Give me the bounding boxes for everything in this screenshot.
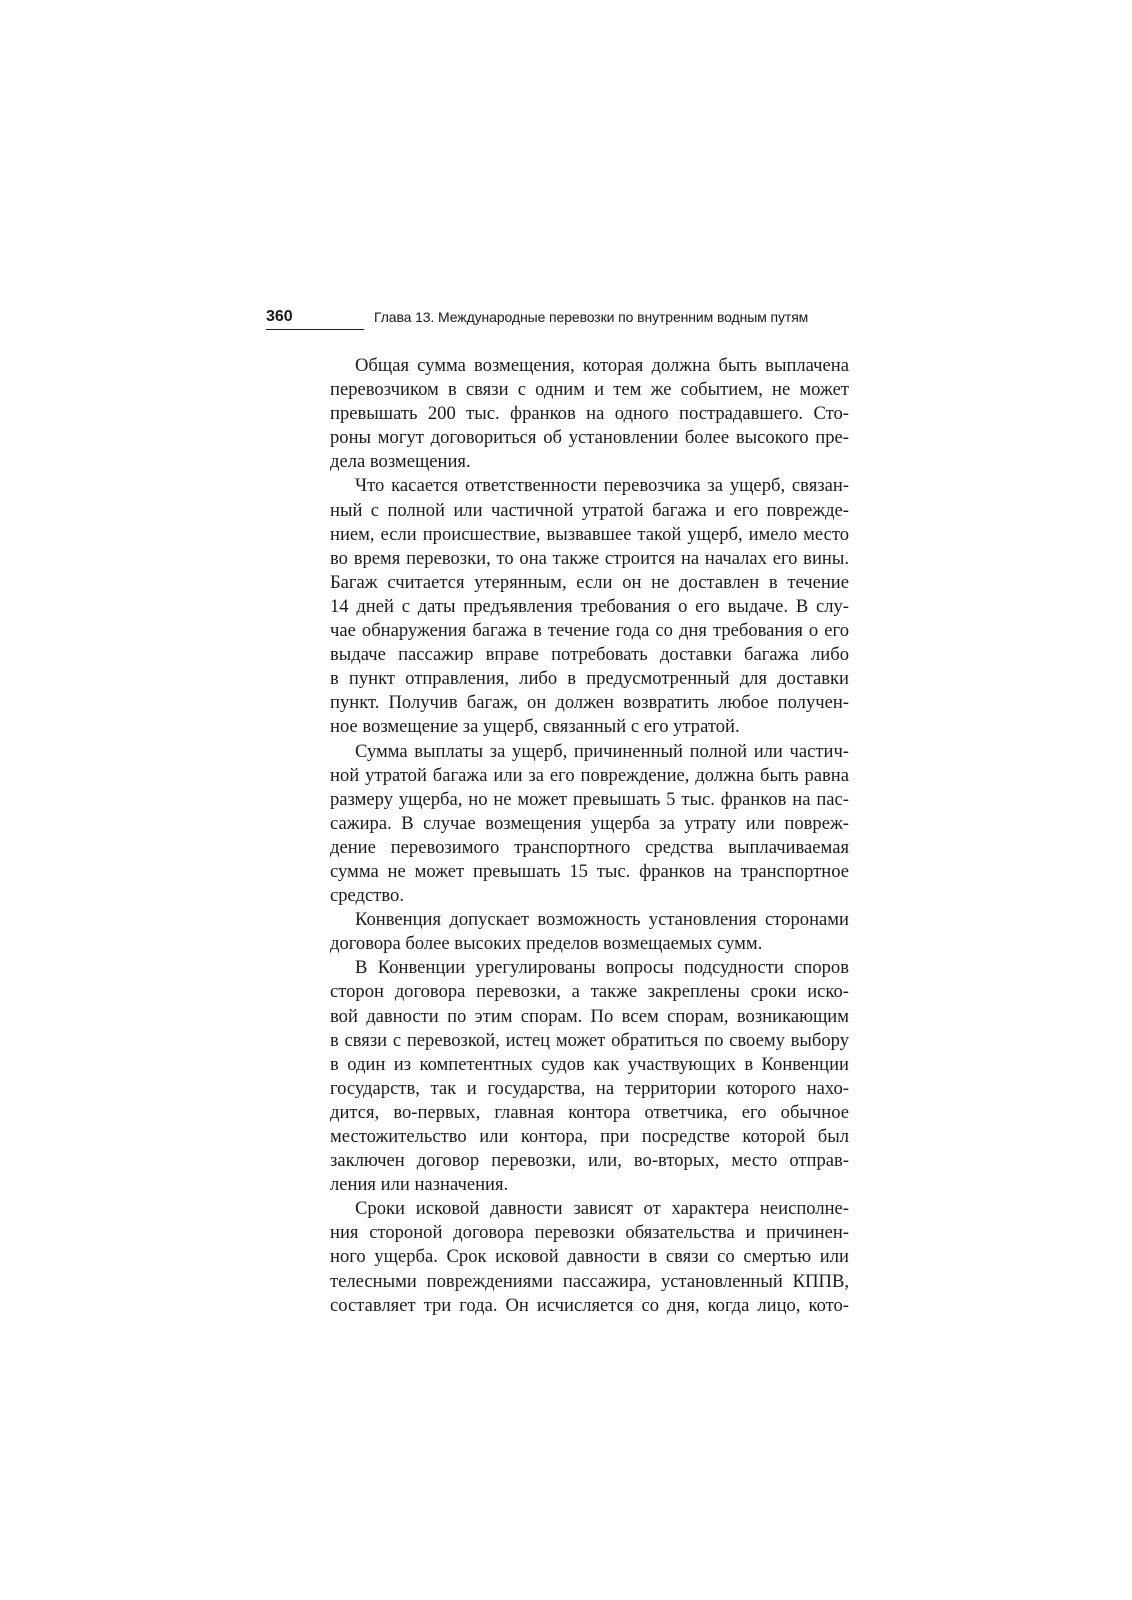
text-line: сумма не может превышать 15 тыс. франков на транспортное: [330, 860, 849, 882]
text-line: нием, если происшествие, вызвавшее такой ущерб, имело место: [330, 523, 849, 545]
text-line: договора более высоких пределов возмещаемых сумм.: [330, 933, 763, 955]
text-line: Конвенция допускает возможность установления сторонами: [355, 909, 849, 931]
text-line: Что касается ответственности перевозчика за ущерб, связан-: [355, 475, 849, 497]
text-line: ный с полной или частичной утратой багажа и его поврежде-: [330, 499, 849, 521]
text-line: государств, так и государства, на территории которого нахо-: [330, 1077, 849, 1099]
text-line: средство.: [330, 885, 404, 907]
text-line: во время перевозки, то она также строится на началах его вины.: [330, 547, 849, 569]
text-line: заключен договор перевозки, или, во-вторых, место отправ-: [330, 1150, 849, 1172]
running-head: [266, 306, 848, 330]
text-line: пункт. Получив багаж, он должен возвратить любое получен-: [330, 692, 849, 714]
text-line: ния стороной договора перевозки обязательства и причинен-: [330, 1222, 849, 1244]
paragraph: [305, 740, 849, 909]
text-line: в пункт отправления, либо в предусмотренный для доставки: [330, 668, 849, 690]
text-line: вой давности по этим спорам. По всем спорам, возникающим: [330, 1005, 849, 1027]
text-line: в один из компетентных судов как участвующих в Конвенции: [330, 1053, 849, 1075]
text-line: дение перевозимого транспортного средства выплачиваемая: [330, 836, 849, 858]
text-line: дела возмещения.: [330, 451, 471, 473]
text-line: Сроки исковой давности зависят от характера неисполне-: [355, 1198, 849, 1220]
paragraph: [305, 474, 849, 739]
text-line: Багаж считается утерянным, если он не доставлен в течение: [330, 571, 849, 593]
paragraph: [305, 1197, 849, 1317]
text-line: телесными повреждениями пассажира, установленный КППВ,: [330, 1270, 849, 1292]
text-line: сажира. В случае возмещения ущерба за утрату или повреж-: [330, 812, 849, 834]
text-line: чае обнаружения багажа в течение года со дня требования о его: [330, 620, 849, 642]
text-line: Сумма выплаты за ущерб, причиненный полной или частич-: [355, 740, 849, 762]
paragraph: [305, 354, 849, 474]
text-line: превышать 200 тыс. франков на одного пострадавшего. Сто-: [330, 403, 849, 425]
body-text: [305, 354, 849, 1318]
chapter-title: Глава 13. Международные перевозки по внутренним водным путям: [374, 309, 809, 325]
text-line: ного ущерба. Срок исковой давности в связи со смертью или: [330, 1246, 849, 1268]
text-line: перевозчиком в связи с одним и тем же событием, не может: [330, 379, 849, 401]
text-line: 14 дней с даты предъявления требования о его выдаче. В слу-: [330, 595, 849, 617]
paragraph: [305, 956, 849, 1197]
text-line: дится, во-первых, главная контора ответчика, его обычное: [330, 1101, 849, 1123]
text-line: размеру ущерба, но не может превышать 5 тыс. франков на пас-: [330, 788, 849, 810]
text-line: Общая сумма возмещения, которая должна быть выплачена: [355, 355, 849, 376]
text-line: местожительство или контора, при посредстве которой был: [330, 1126, 849, 1147]
text-line: ной утратой багажа или за его повреждение, должна быть равна: [330, 764, 849, 786]
text-line: сторон договора перевозки, а также закреплены сроки иско-: [330, 981, 849, 1003]
page-number: 360: [266, 307, 364, 330]
text-line: ное возмещение за ущерб, связанный с его утратой.: [330, 716, 740, 738]
text-line: роны могут договориться об установлении более высокого пре-: [330, 427, 849, 449]
text-line: ления или назначения.: [330, 1174, 509, 1196]
text-line: В Конвенции урегулированы вопросы подсудности споров: [355, 957, 849, 979]
paragraph: [305, 908, 849, 956]
text-line: в связи с перевозкой, истец может обратиться по своему выбору: [330, 1029, 849, 1051]
text-line: выдаче пассажир вправе потребовать доставки багажа либо: [330, 644, 849, 666]
text-line: составляет три года. Он исчисляется со дня, когда лицо, кото-: [330, 1294, 849, 1316]
